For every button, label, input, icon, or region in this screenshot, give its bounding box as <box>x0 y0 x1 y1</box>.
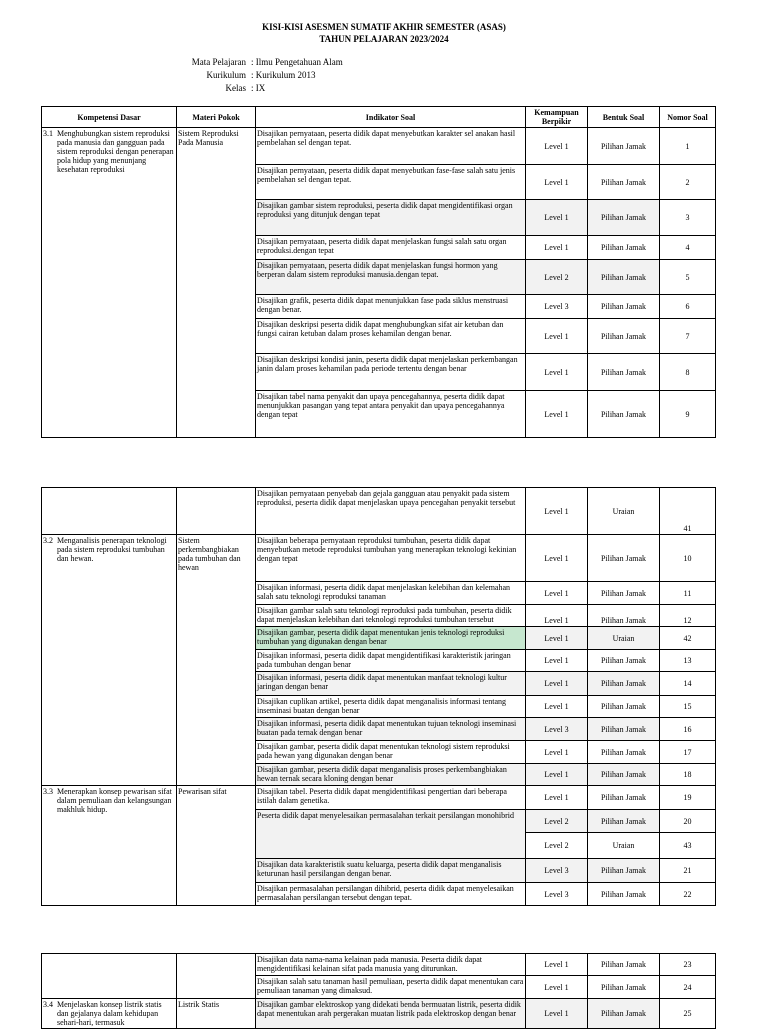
indikator-cell: Disajikan tabel. Peserta didik dapat mengidentifikasi pengertian dari beberapa istilah dalam genetika. <box>256 786 526 810</box>
level-cell: Level 3 <box>526 718 588 741</box>
bentuk-cell: Pilihan Jamak <box>588 650 660 672</box>
bentuk-cell: Pilihan Jamak <box>588 786 660 810</box>
table-row <box>42 535 716 582</box>
nomor-cell: 17 <box>660 741 716 764</box>
nomor-cell: 8 <box>660 354 716 391</box>
nomor-cell: 22 <box>660 883 716 906</box>
bentuk-cell: Pilihan Jamak <box>588 883 660 906</box>
indikator-cell: Disajikan permasalahan persilangan dihibrid, peserta didik dapat menyelesaikan permasalahan persilangan tersebut dengan tepat. <box>256 883 526 906</box>
nomor-cell: 23 <box>660 954 716 976</box>
nomor-cell: 3 <box>660 200 716 236</box>
grid-table-page-1 <box>41 106 716 438</box>
indikator-cell: Disajikan pernyataan penyebab dan gejala gangguan atau penyakit pada sistem reproduksi, peserta didik dapat menjelaskan upaya pencegahan penyakit tersebut <box>256 488 526 535</box>
indikator-cell-highlighted: Disajikan gambar, peserta didik dapat menentukan jenis teknologi reproduksi tumbuhan yang digunakan dengan benar <box>256 627 526 650</box>
materi-cell: Pewarisan sifat <box>177 786 256 906</box>
bentuk-cell: Pilihan Jamak <box>588 954 660 976</box>
kd-cell-empty <box>42 954 177 999</box>
bentuk-cell: Pilihan Jamak <box>588 236 660 260</box>
level-cell: Level 3 <box>526 859 588 883</box>
nomor-cell: 4 <box>660 236 716 260</box>
grid-table-page-3 <box>41 953 716 1029</box>
meta-value-class: : IX <box>251 83 266 93</box>
bentuk-cell: Pilihan Jamak <box>588 354 660 391</box>
bentuk-cell: Uraian <box>588 833 660 859</box>
nomor-cell: 43 <box>660 833 716 859</box>
nomor-cell: 18 <box>660 764 716 786</box>
bentuk-cell: Pilihan Jamak <box>588 859 660 883</box>
header-indikator-soal: Indikator Soal <box>256 107 526 128</box>
nomor-cell: 2 <box>660 165 716 200</box>
indikator-cell: Disajikan deskripsi kondisi janin, peserta didik dapat menjelaskan perkembangan janin dalam proses kehamilan pada periode tertentu dengan benar <box>256 354 526 391</box>
materi-cell: Sistem perkembangbiakan pada tumbuhan dan hewan <box>177 535 256 786</box>
kd-number: 3.3 <box>43 787 53 796</box>
meta-value-curriculum: : Kurikulum 2013 <box>251 70 316 80</box>
indikator-cell: Disajikan deskripsi peserta didik dapat menghubungkan sifat air ketuban dan fungsi cairan ketuban dalam proses kehamilan dengan benar. <box>256 319 526 354</box>
level-cell: Level 1 <box>526 786 588 810</box>
kd-cell-3-1 <box>42 128 177 438</box>
level-cell: Level 1 <box>526 954 588 976</box>
indikator-cell: Disajikan informasi, peserta didik dapat mengidentifikasi karakteristik jaringan pada tumbuhan dengan benar <box>256 650 526 672</box>
bentuk-cell: Pilihan Jamak <box>588 319 660 354</box>
nomor-cell: 24 <box>660 976 716 999</box>
indikator-cell: Disajikan gambar, peserta didik dapat menganalisis proses perkembangbiakan hewan ternak secara kloning dengan benar <box>256 764 526 786</box>
meta-key-subject: Mata Pelajaran <box>191 57 246 67</box>
level-cell: Level 1 <box>526 354 588 391</box>
materi-cell: Sistem Reproduksi Pada Manusia <box>177 128 256 438</box>
indikator-cell: Disajikan cuplikan artikel, peserta didik dapat menganalisis informasi tentang inseminasi buatan dengan benar <box>256 696 526 718</box>
level-cell: Level 1 <box>526 128 588 165</box>
table-row <box>42 954 716 976</box>
table-row <box>42 999 716 1029</box>
document-title: KISI-KISI ASESMEN SUMATIF AKHIR SEMESTER (ASAS) <box>262 22 506 32</box>
kd-text: Menghubungkan sistem reproduksi pada manusia dan gangguan pada sistem reproduksi dengan penerapan pola hidup yang menunjang kesehatan reproduksi <box>57 129 174 174</box>
kd-number: 3.1 <box>43 129 53 138</box>
indikator-cell: Disajikan data nama-nama kelainan pada manusia. Peserta didik dapat mengidentifikasi kelainan sifat pada manusia yang diturunkan. <box>256 954 526 976</box>
indikator-cell: Disajikan beberapa pernyataan reproduksi tumbuhan, peserta didik dapat menyebutkan metode reproduksi tumbuhan yang menerapkan teknologi kekinian dengan tepat <box>256 535 526 582</box>
nomor-cell: 1 <box>660 128 716 165</box>
kd-text: Menerapkan konsep pewarisan sifat dalam pemuliaan dan kelangsungan makhluk hidup. <box>57 787 172 814</box>
bentuk-cell: Pilihan Jamak <box>588 976 660 999</box>
header-kemampuan-berpikir: Kemampuan Berpikir <box>526 107 588 128</box>
indikator-cell: Disajikan data karakteristik suatu keluarga, peserta didik dapat menganalisis keturunan hasil persilangan dengan benar. <box>256 859 526 883</box>
document-subtitle: TAHUN PELAJARAN 2023/2024 <box>319 34 449 44</box>
level-cell: Level 1 <box>526 764 588 786</box>
nomor-cell: 9 <box>660 391 716 438</box>
indikator-cell: Disajikan gambar elektroskop yang didekati benda bermuatan listrik, peserta didik dapat menentukan arah pergerakan muatan listrik pada elektroskop dengan benar <box>256 999 526 1029</box>
nomor-cell: 16 <box>660 718 716 741</box>
meta-value-subject: : Ilmu Pengetahuan Alam <box>251 57 343 67</box>
nomor-cell: 11 <box>660 582 716 605</box>
bentuk-cell: Pilihan Jamak <box>588 165 660 200</box>
level-cell: Level 1 <box>526 672 588 696</box>
indikator-cell: Disajikan pernyataan, peserta didik dapat menjelaskan fungsi hormon yang berperan dalam sistem reproduksi manusia.dengan tepat. <box>256 260 526 295</box>
grid-table-page-2 <box>41 487 716 906</box>
kd-cell-3-3 <box>42 786 177 906</box>
indikator-cell: Disajikan gambar, peserta didik dapat menentukan teknologi sistem reproduksi pada hewan yang digunakan dengan benar <box>256 741 526 764</box>
materi-cell-empty <box>177 954 256 999</box>
nomor-cell: 19 <box>660 786 716 810</box>
level-cell: Level 1 <box>526 976 588 999</box>
level-cell: Level 1 <box>526 999 588 1029</box>
bentuk-cell: Pilihan Jamak <box>588 672 660 696</box>
nomor-cell: 10 <box>660 535 716 582</box>
nomor-cell: 14 <box>660 672 716 696</box>
bentuk-cell: Pilihan Jamak <box>588 810 660 833</box>
meta-key-class: Kelas <box>225 83 246 93</box>
bentuk-cell: Pilihan Jamak <box>588 295 660 319</box>
bentuk-cell: Pilihan Jamak <box>588 582 660 605</box>
level-cell: Level 1 <box>526 696 588 718</box>
header-bentuk-soal: Bentuk Soal <box>588 107 660 128</box>
kd-number: 3.2 <box>43 536 53 545</box>
kd-cell-3-2 <box>42 535 177 786</box>
nomor-cell: 20 <box>660 810 716 833</box>
level-cell: Level 1 <box>526 200 588 236</box>
indikator-cell: Disajikan informasi, peserta didik dapat menentukan tujuan teknologi inseminasi buatan pada ternak dengan benar <box>256 718 526 741</box>
nomor-cell: 21 <box>660 859 716 883</box>
bentuk-cell: Pilihan Jamak <box>588 999 660 1029</box>
nomor-cell: 5 <box>660 260 716 295</box>
nomor-cell: 12 <box>660 605 716 627</box>
nomor-cell: 25 <box>660 999 716 1029</box>
bentuk-cell: Pilihan Jamak <box>588 605 660 627</box>
bentuk-cell: Pilihan Jamak <box>588 200 660 236</box>
nomor-cell: 7 <box>660 319 716 354</box>
level-cell: Level 1 <box>526 535 588 582</box>
indikator-cell: Disajikan pernyataan, peserta didik dapat menjelaskan fungsi salah satu organ reproduksi.dengan tepat <box>256 236 526 260</box>
kd-cell-3-4 <box>42 999 177 1029</box>
bentuk-cell: Pilihan Jamak <box>588 260 660 295</box>
header-materi-pokok: Materi Pokok <box>177 107 256 128</box>
level-cell: Level 3 <box>526 883 588 906</box>
table-row <box>42 488 716 535</box>
level-cell: Level 2 <box>526 810 588 833</box>
header-kompetensi-dasar: Kompetensi Dasar <box>42 107 177 128</box>
nomor-cell: 15 <box>660 696 716 718</box>
level-cell: Level 1 <box>526 165 588 200</box>
indikator-cell: Disajikan gambar sistem reproduksi, peserta didik dapat mengidentifikasi organ reproduksi yang ditunjuk dengan tepat <box>256 200 526 236</box>
table-row <box>42 128 716 165</box>
indikator-cell: Disajikan pernyataan, peserta didik dapat menyebutkan fase-fase salah satu jenis pembelahan sel dengan tepat. <box>256 165 526 200</box>
bentuk-cell: Pilihan Jamak <box>588 391 660 438</box>
nomor-cell: 42 <box>660 627 716 650</box>
level-cell: Level 1 <box>526 741 588 764</box>
indikator-cell: Peserta didik dapat menyelesaikan permasalahan terkait persilangan monohibrid <box>256 810 526 859</box>
nomor-cell: 6 <box>660 295 716 319</box>
level-cell: Level 1 <box>526 582 588 605</box>
nomor-cell: 13 <box>660 650 716 672</box>
indikator-cell: Disajikan tabel nama penyakit dan upaya pencegahannya, peserta didik dapat menunjukkan pasangan yang tepat antara penyakit dan upaya pencegahannya dengan tepat <box>256 391 526 438</box>
indikator-cell: Disajikan informasi, peserta didik dapat menjelaskan kelebihan dan kelemahan salah satu teknologi reproduksi tanaman <box>256 582 526 605</box>
level-cell: Level 1 <box>526 650 588 672</box>
level-cell: Level 1 <box>526 391 588 438</box>
level-cell: Level 3 <box>526 295 588 319</box>
kd-text: Menjelaskan konsep listrik statis dan gejalanya dalam kehidupan sehari-hari, termasuk <box>57 1000 162 1027</box>
bentuk-cell: Pilihan Jamak <box>588 535 660 582</box>
level-cell: Level 1 <box>526 319 588 354</box>
bentuk-cell: Pilihan Jamak <box>588 128 660 165</box>
indikator-cell: Disajikan informasi, peserta didik dapat menentukan manfaat teknologi kultur jaringan dengan benar <box>256 672 526 696</box>
kd-number: 3.4 <box>43 1000 53 1009</box>
level-cell: Level 1 <box>526 605 588 627</box>
nomor-cell: 41 <box>660 488 716 535</box>
bentuk-cell: Uraian <box>588 627 660 650</box>
indikator-cell: Disajikan pernyataan, peserta didik dapat menyebutkan karakter sel anakan hasil pembelahan sel dengan tepat. <box>256 128 526 165</box>
bentuk-cell: Uraian <box>588 488 660 535</box>
materi-cell: Listrik Statis <box>177 999 256 1029</box>
indikator-cell: Disajikan salah satu tanaman hasil pemuliaan, peserta didik dapat menentukan cara pemuliaan tanaman yang dimaksud. <box>256 976 526 999</box>
bentuk-cell: Pilihan Jamak <box>588 741 660 764</box>
bentuk-cell: Pilihan Jamak <box>588 718 660 741</box>
level-cell: Level 1 <box>526 236 588 260</box>
bentuk-cell: Pilihan Jamak <box>588 696 660 718</box>
meta-key-curriculum: Kurikulum <box>206 70 246 80</box>
indikator-cell: Disajikan grafik, peserta didik dapat menunjukkan fase pada siklus menstruasi dengan benar. <box>256 295 526 319</box>
table-row <box>42 786 716 810</box>
level-cell: Level 1 <box>526 488 588 535</box>
materi-cell-empty <box>177 488 256 535</box>
bentuk-cell: Pilihan Jamak <box>588 764 660 786</box>
level-cell: Level 2 <box>526 260 588 295</box>
kd-text: Menganalisis penerapan teknologi pada sistem reproduksi tumbuhan dan hewan. <box>57 536 167 563</box>
kd-cell-empty <box>42 488 177 535</box>
header-nomor-soal: Nomor Soal <box>660 107 716 128</box>
level-cell: Level 1 <box>526 627 588 650</box>
level-cell: Level 2 <box>526 833 588 859</box>
indikator-cell: Disajikan gambar salah satu teknologi reproduksi pada tumbuhan, peserta didik dapat menjelaskan kelebihan dari teknologi reproduksi tumbuhan tersebut <box>256 605 526 627</box>
